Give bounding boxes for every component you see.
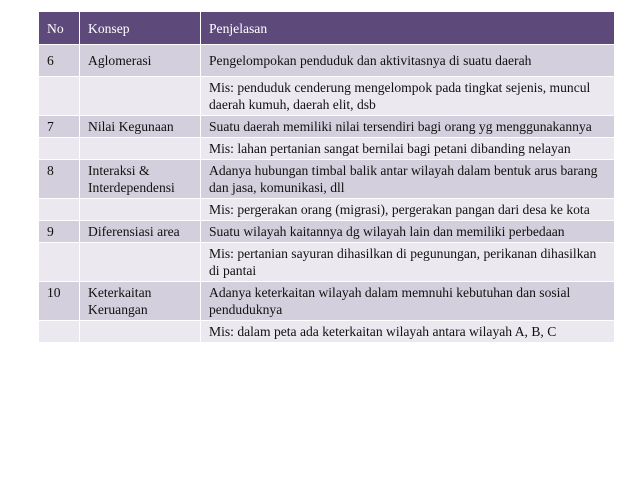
table-row xyxy=(39,221,615,243)
table-header-row xyxy=(39,12,615,45)
table-row xyxy=(39,243,615,282)
cell-penjelasan: Adanya keterkaitan wilayah dalam memnuhi kebutuhan dan sosial penduduknya xyxy=(201,282,615,321)
table-row xyxy=(39,282,615,321)
cell-no xyxy=(39,77,80,116)
cell-penjelasan: Mis: dalam peta ada keterkaitan wilayah antara wilayah A, B, C xyxy=(201,321,615,343)
cell-penjelasan: Suatu daerah memiliki nilai tersendiri bagi orang yg menggunakannya xyxy=(201,116,615,138)
cell-no: 9 xyxy=(39,221,80,243)
cell-no xyxy=(39,321,80,343)
cell-konsep xyxy=(80,243,201,282)
cell-penjelasan: Pengelompokan penduduk dan aktivitasnya di suatu daerah xyxy=(201,45,615,77)
cell-konsep: Nilai Kegunaan xyxy=(80,116,201,138)
cell-no: 7 xyxy=(39,116,80,138)
cell-konsep xyxy=(80,77,201,116)
cell-penjelasan: Mis: pertanian sayuran dihasilkan di pegunungan, perikanan dihasilkan di pantai xyxy=(201,243,615,282)
cell-no: 6 xyxy=(39,45,80,77)
cell-konsep: Aglomerasi xyxy=(80,45,201,77)
cell-penjelasan: Mis: penduduk cenderung mengelompok pada tingkat sejenis, muncul daerah kumuh, daerah elit, dsb xyxy=(201,77,615,116)
table-row xyxy=(39,321,615,343)
cell-penjelasan: Suatu wilayah kaitannya dg wilayah lain dan memiliki perbedaan xyxy=(201,221,615,243)
table-row xyxy=(39,160,615,199)
table-row xyxy=(39,199,615,221)
table-row xyxy=(39,45,615,77)
header-penjelasan: Penjelasan xyxy=(201,12,615,45)
cell-no: 8 xyxy=(39,160,80,199)
cell-no xyxy=(39,138,80,160)
table-row xyxy=(39,77,615,116)
cell-no xyxy=(39,199,80,221)
cell-penjelasan: Mis: pergerakan orang (migrasi), pergerakan pangan dari desa ke kota xyxy=(201,199,615,221)
cell-konsep: Keterkaitan Keruangan xyxy=(80,282,201,321)
table-row xyxy=(39,138,615,160)
header-no: No xyxy=(39,12,80,45)
table-row xyxy=(39,116,615,138)
cell-penjelasan: Adanya hubungan timbal balik antar wilayah dalam bentuk arus barang dan jasa, komunikasi, dll xyxy=(201,160,615,199)
cell-konsep xyxy=(80,321,201,343)
cell-konsep: Interaksi & Interdependensi xyxy=(80,160,201,199)
cell-no: 10 xyxy=(39,282,80,321)
cell-penjelasan: Mis: lahan pertanian sangat bernilai bagi petani dibanding nelayan xyxy=(201,138,615,160)
cell-konsep: Diferensiasi area xyxy=(80,221,201,243)
cell-konsep xyxy=(80,138,201,160)
cell-no xyxy=(39,243,80,282)
cell-konsep xyxy=(80,199,201,221)
header-konsep: Konsep xyxy=(80,12,201,45)
concept-table xyxy=(38,11,615,343)
